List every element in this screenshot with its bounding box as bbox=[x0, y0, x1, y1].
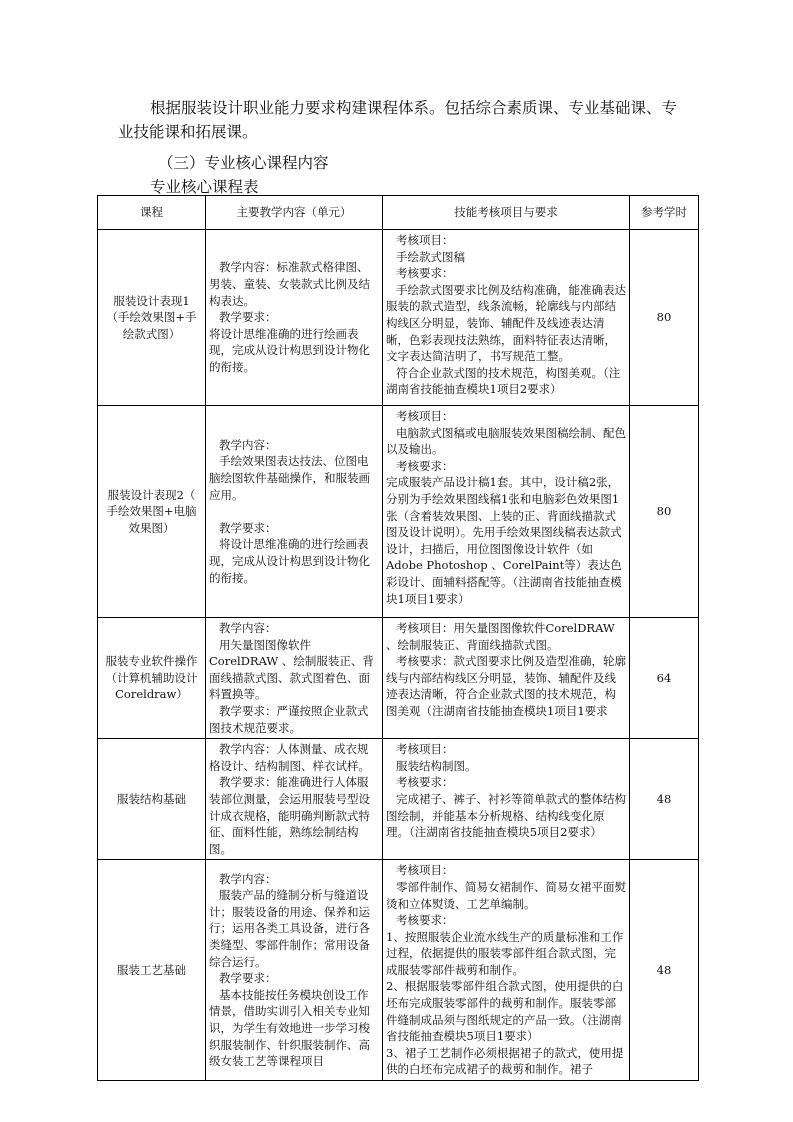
skill-line: 2、根据服装零部件组合款式图，使用提供的白坯布完成服装零部件的裁剪和制作。服装零部件缝制成品须与图纸规定的产品一致。（注湖南省技能抽查模块5项目1要求） bbox=[386, 979, 624, 1044]
skill-line: 3、裙子工艺制作必须根据裙子的款式，使用提供的白坯布完成裙子的裁剪和制作。裙子 bbox=[386, 1045, 624, 1077]
course-name: 服装设计表现1（手绘效果图+手绘款式图） bbox=[98, 230, 206, 406]
content-line: 服装产品的缝制分析与缝道设计；服装设备的用途、保养和运行；运用各类工具设备，进行各类缝型、零部件制作；常用设备综合运行。 bbox=[209, 888, 370, 969]
skill-line: 考核要求：款式图要求比例及造型准确，轮廓线与内部结构线区分明显，装饰、辅配件及线迹表达清晰，符合企业款式图的技术规范，构图美观（注湖南省技能抽查模块1项目1要求 bbox=[386, 654, 626, 718]
content-line: 教学要求： bbox=[219, 520, 277, 535]
skill-line: 考核要求： bbox=[396, 458, 454, 473]
skill-line: 零部件制作、简易女裙制作、简易女裙平面熨烫和立体熨烫、工艺单编制。 bbox=[386, 879, 626, 911]
course-skill bbox=[383, 230, 630, 406]
course-skill bbox=[383, 860, 630, 1081]
header-hours: 参考学时 bbox=[630, 196, 699, 230]
course-hours: 48 bbox=[630, 860, 699, 1081]
skill-line: 电脑款式图稿或电脑服装效果图稿绘制、配色以及输出。 bbox=[386, 425, 626, 457]
skill-line: 考核要求： bbox=[396, 775, 454, 790]
course-hours: 48 bbox=[630, 739, 699, 860]
course-content bbox=[206, 860, 383, 1081]
intro-paragraph: 根据服装设计职业能力要求构建课程体系。包括综合素质课、专业基础课、专业技能课和拓展课。 bbox=[118, 99, 678, 141]
table-row bbox=[98, 739, 699, 860]
core-course-table bbox=[97, 195, 699, 1081]
header-skill: 技能考核项目与要求 bbox=[383, 196, 630, 230]
course-name: 服装专业软件操作（计算机辅助设计Coreldraw） bbox=[98, 618, 206, 739]
course-hours: 80 bbox=[630, 230, 699, 406]
course-skill bbox=[383, 739, 630, 860]
table-row bbox=[98, 230, 699, 406]
content-line bbox=[209, 503, 379, 520]
content-line: 教学要求： bbox=[219, 971, 277, 986]
skill-line: 完成裙子、裤子、衬衫等简单款式的整体结构图绘制，并能基本分析规格、结构线变化原理。（注湖南省技能抽查模块5项目2要求） bbox=[386, 791, 626, 840]
skill-line: 考核项目： bbox=[396, 742, 454, 757]
table-row bbox=[98, 618, 699, 739]
skill-line: 考核项目： bbox=[396, 863, 454, 878]
table-header-row bbox=[98, 196, 699, 230]
content-line: 教学要求：严谨按照企业款式图技术规范要求。 bbox=[209, 703, 369, 735]
course-content bbox=[206, 618, 383, 739]
content-line: 手绘效果图表达技法、位图电脑绘图软件基础操作，和服装画应用。 bbox=[209, 454, 370, 502]
course-name: 服装结构基础 bbox=[98, 739, 206, 860]
content-line: 教学要求：能准确进行人体服装部位测量，会运用服装号型设计成衣规格，能明确判断款式特征、面料性能，熟练绘制结构图。 bbox=[209, 775, 370, 856]
content-line: 将设计思维准确的进行绘画表现，完成从设计构思到设计物化的衔接。 bbox=[209, 537, 370, 585]
content-line: 教学内容：标准款式格律图、男装、童装、女装款式比例及结构表达。 bbox=[209, 260, 370, 308]
skill-line: 手绘款式图要求比例及结构准确，能准确表达服装的款式造型，线条流畅，轮廓线与内部结构线区分明显，装饰、辅配件及线迹表达清晰，色彩表现技法熟练，面料特征表达清晰，文字表达简洁明了，书写规范工整。 bbox=[386, 282, 626, 364]
content-line: 教学要求： bbox=[219, 310, 277, 325]
table-row bbox=[98, 406, 699, 618]
skill-line: 考核要求： bbox=[396, 266, 454, 281]
content-line: 教学内容： bbox=[219, 621, 277, 635]
table-row bbox=[98, 860, 699, 1081]
content-line: 用矢量图图像软件CorelDRAW 、绘制服装正、背面线描款式图、款式图着色、面料置换等。 bbox=[209, 637, 374, 702]
course-skill bbox=[383, 406, 630, 618]
skill-line: 完成服装产品设计稿1套。其中，设计稿2张，分别为手绘效果图线稿1张和电脑彩色效果图1张（含着装效果图、上装的正、背面线描款式图及设计说明）。先用手绘效果图线稿表达款式设计，扫描后，用位图图像设计软件（如Adobe Photoshop 、CorelPaint等）表达色彩设计、面辅料搭配等。（注湖南省技能抽查模块1项目1要求） bbox=[386, 475, 622, 606]
header-content: 主要教学内容（单元） bbox=[206, 196, 383, 230]
content-line: 教学内容： bbox=[219, 871, 277, 886]
course-hours: 64 bbox=[630, 618, 699, 739]
course-name: 服装工艺基础 bbox=[98, 860, 206, 1081]
skill-line: 符合企业款式图的技术规范，构图美观。（注湖南省技能抽查模块1项目2要求） bbox=[386, 365, 621, 397]
course-content bbox=[206, 739, 383, 860]
content-line: 教学内容：人体测量、成衣规格设计、结构制图、样衣试样。 bbox=[209, 742, 370, 773]
skill-line: 手绘款式图稿 bbox=[396, 249, 465, 264]
content-line: 将设计思维准确的进行绘画表现，完成从设计构思到设计物化的衔接。 bbox=[209, 326, 370, 374]
course-name: 服装设计表现2（ 手绘效果图+电脑效果图） bbox=[98, 406, 206, 618]
table-title: 专业核心课程表 bbox=[150, 178, 259, 196]
course-skill bbox=[383, 618, 630, 739]
skill-line: 考核要求： bbox=[396, 913, 454, 928]
content-line: 教学内容： bbox=[219, 437, 277, 452]
skill-line: 考核项目： bbox=[396, 409, 454, 423]
skill-line: 服装结构制图。 bbox=[396, 758, 477, 773]
course-hours: 80 bbox=[630, 406, 699, 618]
skill-line: 考核项目：用矢量图图像软件CorelDRAW 、绘制服装正、背面线描款式图。 bbox=[386, 621, 619, 652]
skill-line: 考核项目： bbox=[396, 233, 454, 247]
course-content bbox=[206, 406, 383, 618]
course-content bbox=[206, 230, 383, 406]
header-course: 课程 bbox=[98, 196, 206, 230]
section-heading: （三）专业核心课程内容 bbox=[158, 154, 329, 172]
skill-line: 1、按照服装企业流水线生产的质量标准和工作过程，依据提供的服装零部件组合款式图，完成服装零部件裁剪和制作。 bbox=[386, 929, 624, 977]
content-line: 基本技能按任务模块创设工作情景，借助实训引入相关专业知识，为学生有效地进一步学习梭织服装制作、针织服装制作、高级女装工艺等课程项目 bbox=[209, 987, 370, 1069]
